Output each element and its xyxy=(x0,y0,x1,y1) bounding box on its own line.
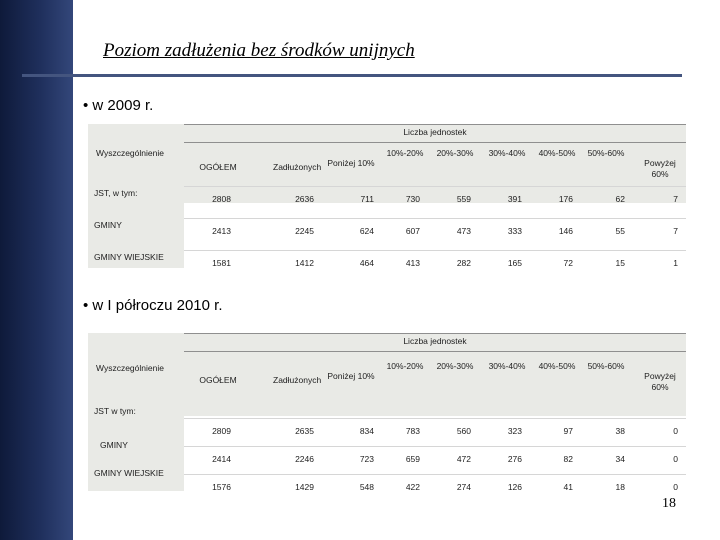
table-cell: 464 xyxy=(359,258,374,268)
column-header: 30%-40% xyxy=(488,148,526,158)
table-cell: 659 xyxy=(405,454,420,464)
table-cell: 274 xyxy=(456,482,471,492)
table-cell: 0 xyxy=(673,482,678,492)
table-cell: 624 xyxy=(359,226,374,236)
table-cell: 2245 xyxy=(295,226,314,236)
row-separator xyxy=(184,418,686,419)
table-cell: 711 xyxy=(360,194,374,204)
table-cell: 0 xyxy=(673,454,678,464)
column-header: Poniżej 10% xyxy=(327,371,375,381)
column-header: 50%-60% xyxy=(587,361,625,371)
group-header-label: Liczba jednostek xyxy=(403,336,467,346)
page-title: Poziom zadłużenia bez środków unijnych xyxy=(103,40,415,61)
table-cell: 41 xyxy=(563,482,573,492)
page-number: 18 xyxy=(662,496,676,511)
table-cell: 834 xyxy=(359,426,374,436)
row-label: JST w tym: xyxy=(94,406,136,416)
table-cell: 2635 xyxy=(295,426,314,436)
table-cell: 391 xyxy=(507,194,522,204)
table-cell: 165 xyxy=(507,258,522,268)
column-header: OGÓŁEM xyxy=(199,162,237,172)
table-cell: 560 xyxy=(456,426,471,436)
group-header-label: Liczba jednostek xyxy=(403,127,467,137)
table-cell: 2809 xyxy=(212,426,231,436)
column-header: 20%-30% xyxy=(436,148,474,158)
table-cell: 176 xyxy=(558,194,573,204)
label-header: Wyszczególnienie xyxy=(96,363,164,373)
row-label: GMINY xyxy=(94,220,122,230)
column-header: Zadłużonych xyxy=(273,162,322,172)
table-cell: 413 xyxy=(405,258,420,268)
table-cell: 97 xyxy=(563,426,573,436)
table-cell: 730 xyxy=(405,194,420,204)
row-separator xyxy=(184,218,686,219)
row-label: GMINY WIEJSKIE xyxy=(94,468,164,478)
table-cell: 0 xyxy=(673,426,678,436)
table-cell: 7 xyxy=(673,194,678,204)
table-cell: 1581 xyxy=(212,258,231,268)
data-table xyxy=(88,333,686,493)
column-header: 40%-50% xyxy=(538,148,576,158)
column-header: Poniżej 10% xyxy=(327,158,375,168)
row-label: GMINY xyxy=(100,440,128,450)
table-cell: 18 xyxy=(615,482,625,492)
table-cell: 34 xyxy=(615,454,625,464)
column-header: Zadłużonych xyxy=(273,375,322,385)
table-cell: 2413 xyxy=(212,226,231,236)
table-cell: 323 xyxy=(507,426,522,436)
column-header: 20%-30% xyxy=(436,361,474,371)
table-cell: 7 xyxy=(673,226,678,236)
table-cell: 333 xyxy=(507,226,522,236)
table-cell: 82 xyxy=(563,454,573,464)
table-cell: 1429 xyxy=(295,482,314,492)
row-separator xyxy=(184,186,686,187)
section-heading: • w I półroczu 2010 r. xyxy=(83,297,223,314)
title-divider xyxy=(22,74,682,77)
column-header: Powyżej 60% xyxy=(644,371,676,393)
table-cell: 548 xyxy=(359,482,374,492)
table-cell: 472 xyxy=(456,454,471,464)
row-label: JST, w tym: xyxy=(94,188,138,198)
row-separator xyxy=(184,250,686,251)
table-cell: 72 xyxy=(563,258,573,268)
table-cell: 559 xyxy=(456,194,471,204)
label-header: Wyszczególnienie xyxy=(96,148,164,158)
table-cell: 607 xyxy=(405,226,420,236)
table-cell: 55 xyxy=(615,226,625,236)
section-heading: • w 2009 r. xyxy=(83,97,154,114)
table-cell: 2808 xyxy=(212,194,231,204)
table-cell: 2246 xyxy=(295,454,314,464)
table-cell: 146 xyxy=(558,226,573,236)
table-cell: 1576 xyxy=(212,482,231,492)
table-cell: 282 xyxy=(456,258,471,268)
table-cell: 2636 xyxy=(295,194,314,204)
row-separator xyxy=(184,446,686,447)
table-cell: 38 xyxy=(615,426,625,436)
table-cell: 1412 xyxy=(295,258,314,268)
column-header: 40%-50% xyxy=(538,361,576,371)
row-separator xyxy=(184,474,686,475)
table-cell: 126 xyxy=(507,482,522,492)
column-header: 50%-60% xyxy=(587,148,625,158)
column-header: 10%-20% xyxy=(386,361,424,371)
table-cell: 62 xyxy=(615,194,625,204)
sidebar-decoration xyxy=(0,0,73,540)
table-cell: 276 xyxy=(507,454,522,464)
column-header: OGÓŁEM xyxy=(199,375,237,385)
table-cell: 783 xyxy=(405,426,420,436)
table-cell: 473 xyxy=(456,226,471,236)
data-table xyxy=(88,124,686,284)
table-cell: 2414 xyxy=(212,454,231,464)
column-header: 30%-40% xyxy=(488,361,526,371)
table-cell: 723 xyxy=(359,454,374,464)
table-cell: 1 xyxy=(673,258,678,268)
table-cell: 15 xyxy=(615,258,625,268)
table-cell: 422 xyxy=(405,482,420,492)
row-label: GMINY WIEJSKIE xyxy=(94,252,164,262)
column-header: 10%-20% xyxy=(386,148,424,158)
column-header: Powyżej 60% xyxy=(644,158,676,180)
